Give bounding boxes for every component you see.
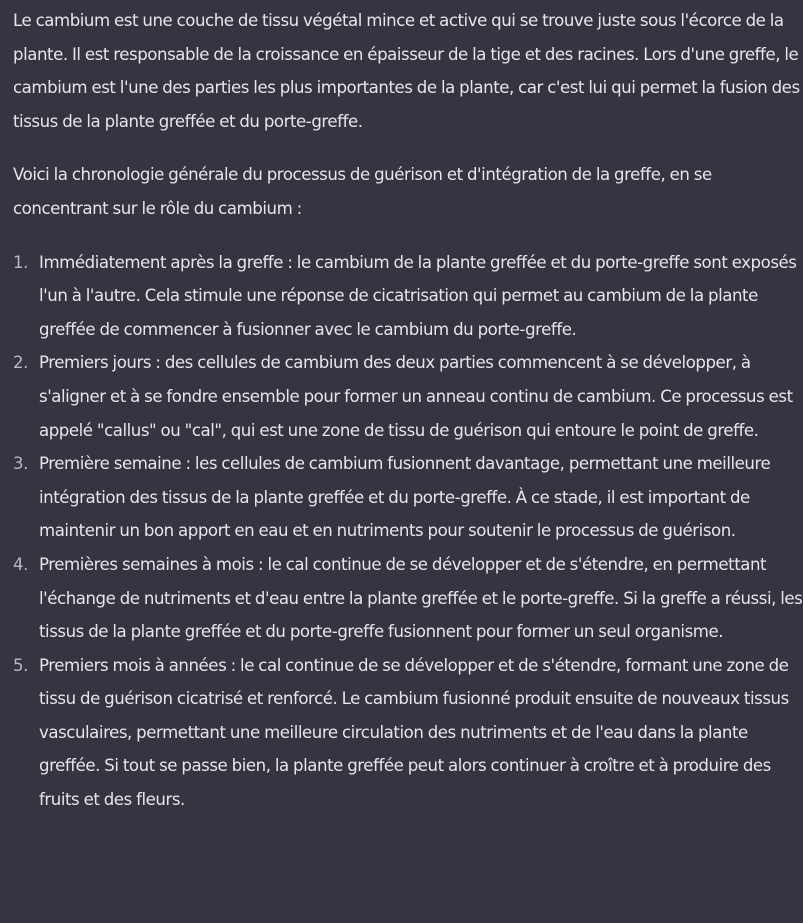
list-item-text: Premières semaines à mois : le cal continue de se développer et de s'étendre, en permettant l'échange de nutriments et d'eau entre la plante greffée et le porte-greffe. Si la greffe a réussi, les tissus de la plante greffée et du porte-greffe fusionnent pour former un seul organisme.	[39, 554, 803, 642]
list-item	[13, 447, 803, 548]
list-item-text: Premiers jours : des cellules de cambium des deux parties commencent à se développer, à s'aligner et à se fondre ensemble pour former un anneau continu de cambium. Ce processus est appelé "callus" ou "cal", qui est une zone de tissu de guérison qui entoure le point de greffe.	[39, 353, 793, 440]
list-number: 4.	[13, 554, 28, 574]
intro-paragraph: Le cambium est une couche de tissu végétal mince et active qui se trouve juste sous l'écorce de la plante. Il est responsable de la croissance en épaisseur de la tige et des racines. Lors d'une greffe, le cambium est l'une des parties les plus importantes de la plante, car c'est lui qui permet la fusion des tissus de la plante greffée et du porte-greffe.	[13, 11, 800, 131]
timeline-list	[13, 246, 803, 817]
list-item	[13, 548, 803, 649]
list-number: 2.	[13, 353, 28, 373]
list-number: 5.	[13, 655, 28, 675]
list-number: 3.	[13, 454, 28, 474]
list-item-text: Première semaine : les cellules de cambium fusionnent davantage, permettant une meilleure intégration des tissus de la plante greffée et du porte-greffe. À ce stade, il est important de maintenir un bon apport en eau et en nutriments pour soutenir le processus de guérison.	[39, 454, 771, 541]
list-item-text: Immédiatement après la greffe : le cambium de la plante greffée et du porte-greffe sont exposés l'un à l'autre. Cela stimule une réponse de cicatrisation qui permet au cambium de la plante greffée de commencer à fusionner avec le cambium du porte-greffe.	[39, 252, 797, 339]
list-item-text: Premiers mois à années : le cal continue de se développer et de s'étendre, formant une zone de tissu de guérison cicatrisé et renforcé. Le cambium fusionné produit ensuite de nouveaux tissus vasculaires, permettant une meilleure circulation des nutriments et de l'eau dans la plante greffée. Si tout se passe bien, la plante greffée peut alors continuer à croître et à produire des fruits et des fleurs.	[39, 655, 789, 810]
lead-paragraph: Voici la chronologie générale du processus de guérison et d'intégration de la greffe, en se concentrant sur le rôle du cambium :	[13, 165, 712, 218]
list-item	[13, 649, 803, 817]
list-item	[13, 246, 803, 347]
list-number: 1.	[13, 252, 28, 272]
list-item	[13, 346, 803, 447]
